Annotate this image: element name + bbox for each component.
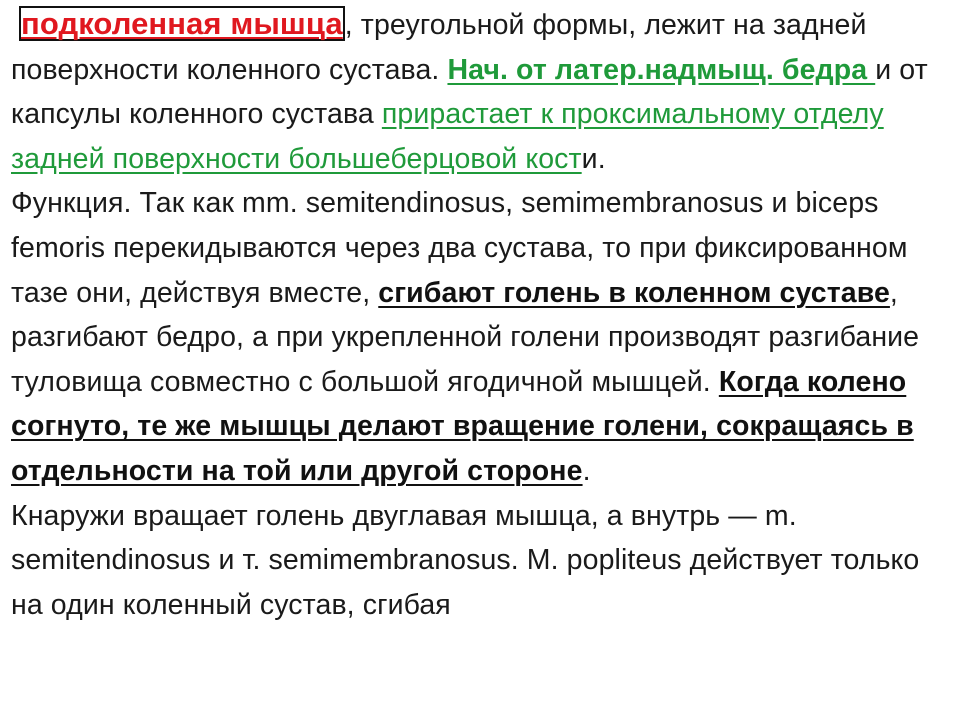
text-segment: и. (581, 142, 606, 175)
insertion-highlight: прирастает к проксимальному отделу задней поверхности большеберцовой кост (11, 98, 884, 175)
paragraph-popliteus (11, 2, 942, 181)
text-segment: Функция. Так как mm. semitendinosus, semimembranosus и biceps femoris перекидываются через два сустава, то при фиксированном тазе они, действуя вместе, (11, 187, 908, 309)
text-segment: , треугольной формы, лежит на задней поверхности коленного сустава. (11, 9, 867, 86)
text-segment: . (582, 454, 591, 487)
rotation-highlight: Когда колено согнуто, те же мышцы делают вращение голени, сокращаясь в отдельности на той или другой стороне (11, 365, 914, 487)
text-segment: , разгибают бедро, а при укрепленной голени производят разгибание туловища совместно с большой ягодичной мышцей. (11, 276, 920, 398)
paragraph-rotation (11, 494, 942, 628)
origin-highlight: Нач. от латер.надмыщ. бедра (447, 53, 876, 86)
flexion-highlight: сгибают голень в коленном суставе (378, 276, 890, 309)
text-segment: и от капсулы коленного сустава (11, 53, 928, 131)
text-segment: Кнаружи вращает голень двуглавая мышца, а внутрь — m. semitendinosus и т. semimembranosus. M. popliteus действует только на один коленный сустав, сгибая (11, 499, 920, 621)
paragraph-function (11, 181, 942, 493)
term-popliteus: подколенная мышца (21, 6, 343, 41)
